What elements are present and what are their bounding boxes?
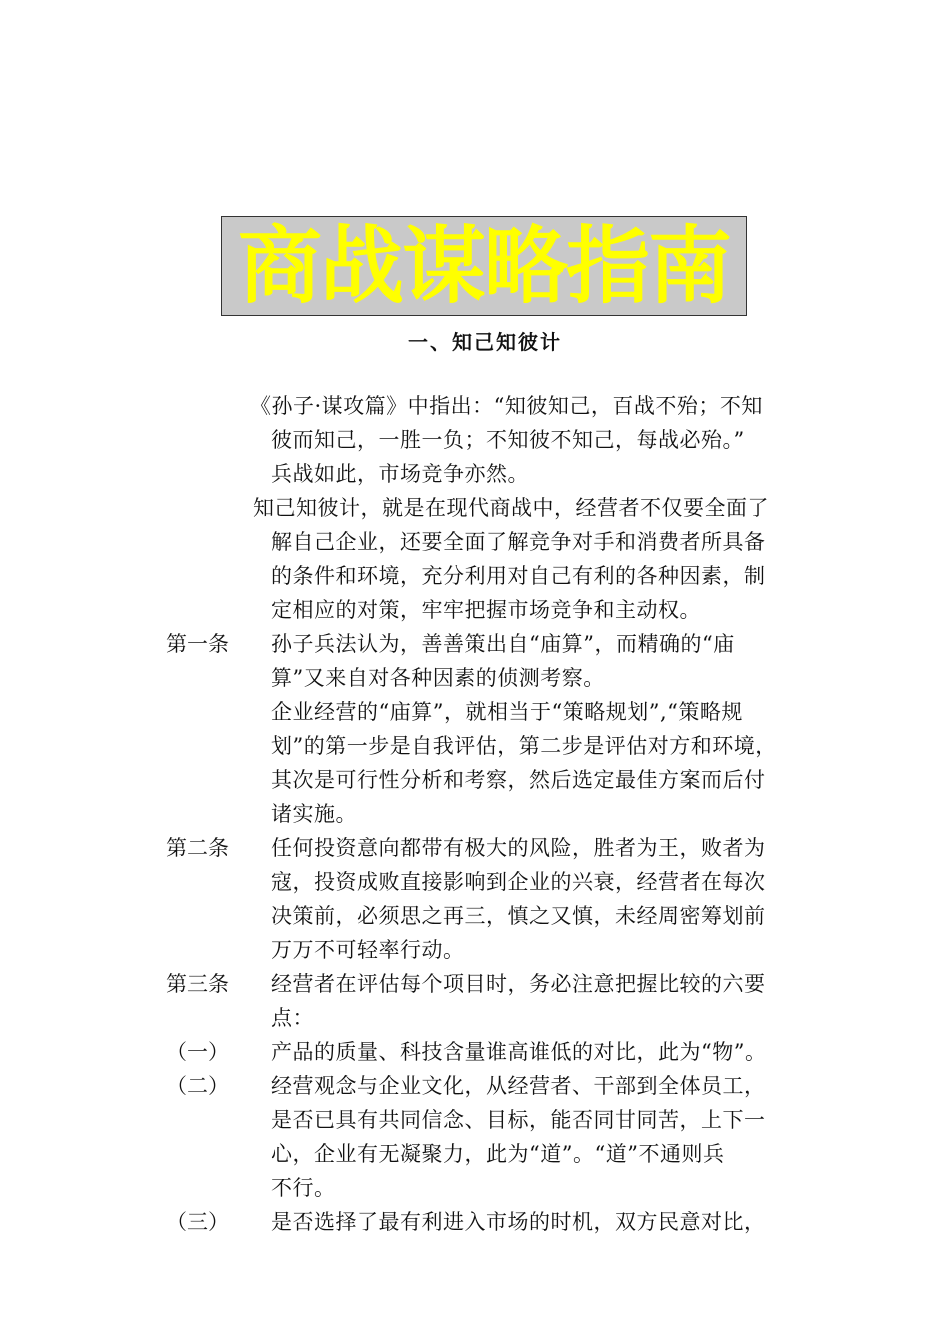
item-3-line-1: 是否选择了最有利进入市场的时机，双方民意对比， <box>271 1210 766 1234</box>
item-3-label: （三） <box>166 1210 229 1234</box>
intro-p1-line-1: 《孙子·谋攻篇》中指出：“知彼知己，百战不殆；不知 <box>250 394 763 418</box>
intro-p2-line-4: 定相应的对策，牢牢把握市场竞争和主动权。 <box>271 598 701 622</box>
article-2-line-3: 决策前，必须思之再三，慎之又慎，未经周密筹划前 <box>271 904 766 928</box>
document-title: 商战谋略指南 <box>237 217 730 315</box>
article-1-line-2: 算”又来自对各种因素的侦测考察。 <box>271 666 605 690</box>
item-1-line-1: 产品的质量、科技含量谁高谁低的对比，此为“物”。 <box>271 1040 767 1064</box>
article-2-line-4: 万万不可轻率行动。 <box>271 938 465 962</box>
article-1-line-4: 划”的第一步是自我评估，第二步是评估对方和环境， <box>271 734 777 758</box>
intro-p1-line-3: 兵战如此，市场竞争亦然。 <box>271 462 529 486</box>
article-1-line-3: 企业经营的“庙算”，就相当于“策略规划”,“策略规 <box>271 700 743 724</box>
intro-p2-line-3: 的条件和环境，充分利用对自己有利的各种因素，制 <box>271 564 766 588</box>
section-heading: 一、知己知彼计 <box>408 330 562 354</box>
item-2-label: （二） <box>166 1074 229 1098</box>
article-2-label: 第二条 <box>166 836 229 860</box>
intro-p1-line-2: 彼而知己，一胜一负；不知彼不知己，每战必殆。” <box>271 428 745 452</box>
intro-p2-line-1: 知己知彼计，就是在现代商战中，经营者不仅要全面了 <box>253 496 769 520</box>
item-2-line-4: 不行。 <box>271 1176 336 1200</box>
article-3-label: 第三条 <box>166 972 229 996</box>
article-2-line-2: 寇，投资成败直接影响到企业的兴衰，经营者在每次 <box>271 870 766 894</box>
article-1-label: 第一条 <box>166 632 229 656</box>
item-2-line-1: 经营观念与企业文化，从经营者、干部到全体员工， <box>271 1074 766 1098</box>
item-1-label: （一） <box>166 1040 229 1064</box>
intro-p2-line-2: 解自己企业，还要全面了解竞争对手和消费者所具备 <box>271 530 766 554</box>
article-3-line-1: 经营者在评估每个项目时，务必注意把握比较的六要 <box>271 972 766 996</box>
article-1-line-5: 其次是可行性分析和考察，然后选定最佳方案而后付 <box>271 768 766 792</box>
article-1-line-1: 孙子兵法认为，善善策出自“庙算”，而精确的“庙 <box>271 632 735 656</box>
article-3-line-2: 点： <box>271 1006 314 1030</box>
title-banner <box>221 216 747 316</box>
item-2-line-2: 是否已具有共同信念、目标，能否同甘同苦，上下一 <box>271 1108 766 1132</box>
article-1-line-6: 诸实施。 <box>271 802 357 826</box>
article-2-line-1: 任何投资意向都带有极大的风险，胜者为王，败者为 <box>271 836 766 860</box>
item-2-line-3: 心，企业有无凝聚力，此为“道”。“道”不通则兵 <box>271 1142 725 1166</box>
